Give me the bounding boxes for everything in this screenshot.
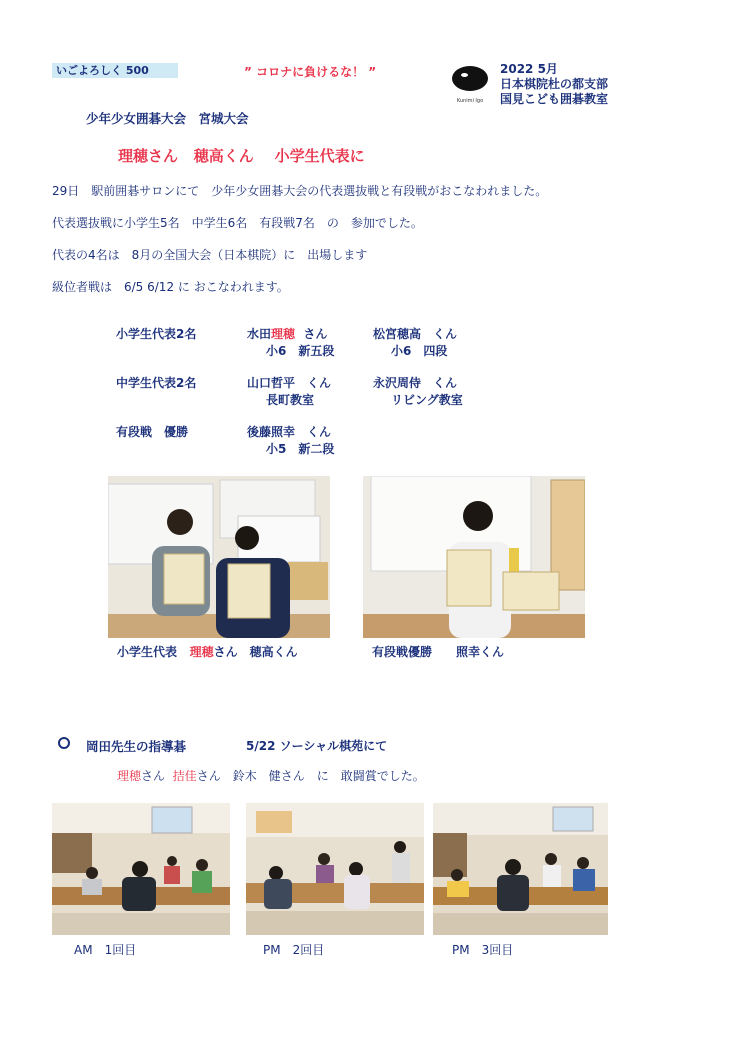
- headline-name-2: 穂高くん: [193, 147, 254, 165]
- caption-part: 小学生代表: [117, 645, 178, 659]
- rep-honorific: さん: [303, 327, 328, 341]
- event-title: 少年少女囲碁大会 宮城大会: [86, 111, 249, 126]
- header-info: [500, 62, 608, 107]
- junior-rep-2-school: リビング教室: [391, 393, 463, 407]
- photo-pm-session-3: [433, 803, 608, 935]
- photo-dan-winner: [363, 476, 585, 638]
- caption-dan-winner: 有段戦優勝 照幸くん: [372, 645, 505, 659]
- class-name: 国見こども囲碁教室: [500, 92, 609, 106]
- photo-illustration: [433, 803, 608, 935]
- photo-am-session-1: [52, 803, 230, 935]
- elementary-label: 小学生代表2名: [116, 327, 197, 341]
- award-honorific: さん: [141, 769, 166, 783]
- rep-given-name: 理穂: [271, 327, 296, 341]
- paragraph: 29日 駅前囲碁サロンにて 少年少女囲碁大会の代表選抜戦と有段戦がおこなわれました。: [52, 184, 548, 198]
- section2-title: 岡田先生の指導碁: [86, 739, 187, 754]
- photo-illustration: [363, 476, 585, 638]
- dan-winner: 後藤照幸 くん: [247, 425, 332, 439]
- event-headline: [118, 145, 365, 166]
- newsletter-tag: いごよろしく 500: [52, 63, 178, 78]
- photo-illustration: [52, 803, 230, 935]
- junior-rep-1: 山口哲平 くん: [247, 376, 332, 390]
- photo-pm-session-2: [246, 803, 424, 935]
- caption-part: さん 穂高くん: [213, 645, 298, 659]
- paragraph: 級位者戦は 6/5 6/12 に おこなわれます。: [52, 280, 289, 294]
- junior-label: 中学生代表2名: [116, 376, 197, 390]
- junior-rep-1-school: 長町教室: [266, 393, 315, 407]
- junior-rep-2: 永沢周侍 くん: [373, 376, 458, 390]
- dan-label: 有段戦 優勝: [116, 425, 189, 439]
- photo-illustration: [246, 803, 424, 935]
- photo-illustration: [108, 476, 330, 638]
- photo-elementary-reps: [108, 476, 330, 638]
- elementary-rep-1-grade: 小6 新五段: [266, 344, 335, 358]
- kunimi-igo-logo: [448, 64, 492, 110]
- dan-winner-grade: 小5 新二段: [266, 442, 335, 456]
- slogan: ” コロナに負けるな！ ”: [244, 65, 377, 79]
- go-stone-icon: [452, 66, 488, 91]
- award-name: 理穂: [117, 769, 142, 783]
- caption-pm-3: PM 3回目: [452, 943, 514, 957]
- org-name: 日本棋院杜の都支部: [500, 77, 609, 91]
- elementary-rep-1: [247, 325, 327, 342]
- headline-text: 小学生代表に: [274, 147, 365, 165]
- caption-am-1: AM 1回目: [74, 943, 137, 957]
- elementary-rep-2-grade: 小6 四段: [391, 344, 448, 358]
- caption-pm-2: PM 2回目: [263, 943, 325, 957]
- caption-elementary-reps: [117, 643, 298, 660]
- paragraph: 代表の4名は 8月の全国大会（日本棋院）に 出場します: [52, 248, 368, 262]
- award-name: 拮佳: [172, 769, 197, 783]
- section2-awards: [117, 767, 425, 784]
- headline-name-1: 理穂さん: [118, 147, 179, 165]
- elementary-rep-2: 松宮穂高 くん: [373, 327, 458, 341]
- issue-date: 2022 5月: [500, 62, 558, 76]
- rep-surname: 水田: [247, 327, 272, 341]
- section2-date-place: 5/22 ソーシャル棋苑にて: [246, 739, 388, 753]
- logo-text: Kunimi Igo: [456, 98, 484, 104]
- paragraph: 代表選抜戦に小学生5名 中学生6名 有段戦7名 の 参加でした。: [52, 216, 423, 230]
- bullet-circle-icon: [58, 737, 70, 749]
- award-text: さん 鈴木 健さん に 敢闘賞でした。: [196, 769, 425, 783]
- caption-name: 理穂: [189, 645, 214, 659]
